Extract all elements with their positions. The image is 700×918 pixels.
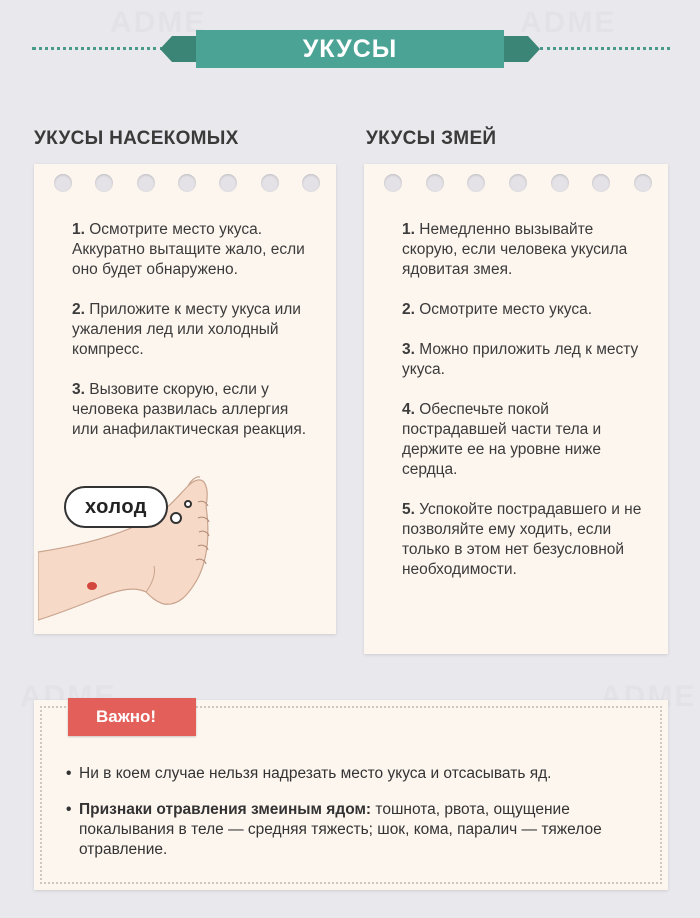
thought-bubble-dot <box>170 512 182 524</box>
hole <box>137 174 155 192</box>
insect-bites-card <box>34 164 336 634</box>
notebook-holes <box>384 174 652 192</box>
snake-step-4: 4. Обеспечьте покой пострадавшей части тела и держите ее на уровне ниже сердца. <box>402 401 602 478</box>
snake-step-5: 5. Успокойте пострадавшего и не позволяйте ему ходить, если только в этом нет безусловной необходимости. <box>402 501 642 578</box>
hole <box>634 174 652 192</box>
hole <box>95 174 113 192</box>
important-item-2: • Признаки отравления змеиным ядом: тошнота, рвота, ощущение покалывания в теле — средняя тяжесть; шок, кома, паралич — тяжелое отравление. <box>66 800 656 860</box>
header-divider-left <box>32 47 164 50</box>
insect-bites-title: УКУСЫ НАСЕКОМЫХ <box>34 128 239 149</box>
important-list <box>66 764 656 876</box>
hole <box>384 174 402 192</box>
hole <box>302 174 320 192</box>
snake-bites-title: УКУСЫ ЗМЕЙ <box>366 128 497 149</box>
snake-step-3: 3. Можно приложить лед к месту укуса. <box>402 341 639 378</box>
page-header <box>0 26 700 72</box>
insect-steps-list <box>72 220 318 460</box>
snake-step-2: 2. Осмотрите место укуса. <box>402 301 593 318</box>
bite-mark-icon <box>87 582 97 590</box>
cold-label: холод <box>85 496 147 518</box>
page-title: УКУСЫ <box>196 30 504 68</box>
hole <box>261 174 279 192</box>
insect-step-2: 2. Приложите к месту укуса или ужаления лед или холодный компресс. <box>72 301 301 358</box>
hole <box>54 174 72 192</box>
insect-step-3: 3. Вызовите скорую, если у человека развилась аллергия или анафилактическая реакция. <box>72 381 307 438</box>
hole <box>219 174 237 192</box>
hole <box>551 174 569 192</box>
thought-bubble-dot <box>184 500 192 508</box>
snake-steps-list <box>402 220 650 600</box>
hole <box>178 174 196 192</box>
header-divider-right <box>540 47 670 50</box>
snake-bites-card <box>364 164 668 654</box>
notebook-holes <box>54 174 320 192</box>
hole <box>592 174 610 192</box>
hole <box>509 174 527 192</box>
hole <box>426 174 444 192</box>
hole <box>467 174 485 192</box>
snake-step-1: 1. Немедленно вызывайте скорую, если человека укусила ядовитая змея. <box>402 221 628 278</box>
important-item-1: • Ни в коем случае нельзя надрезать место укуса и отсасывать яд. <box>66 764 656 784</box>
important-badge: Важно! <box>68 698 196 736</box>
insect-step-1: 1. Осмотрите место укуса. Аккуратно вытащите жало, если оно будет обнаружено. <box>72 221 305 278</box>
